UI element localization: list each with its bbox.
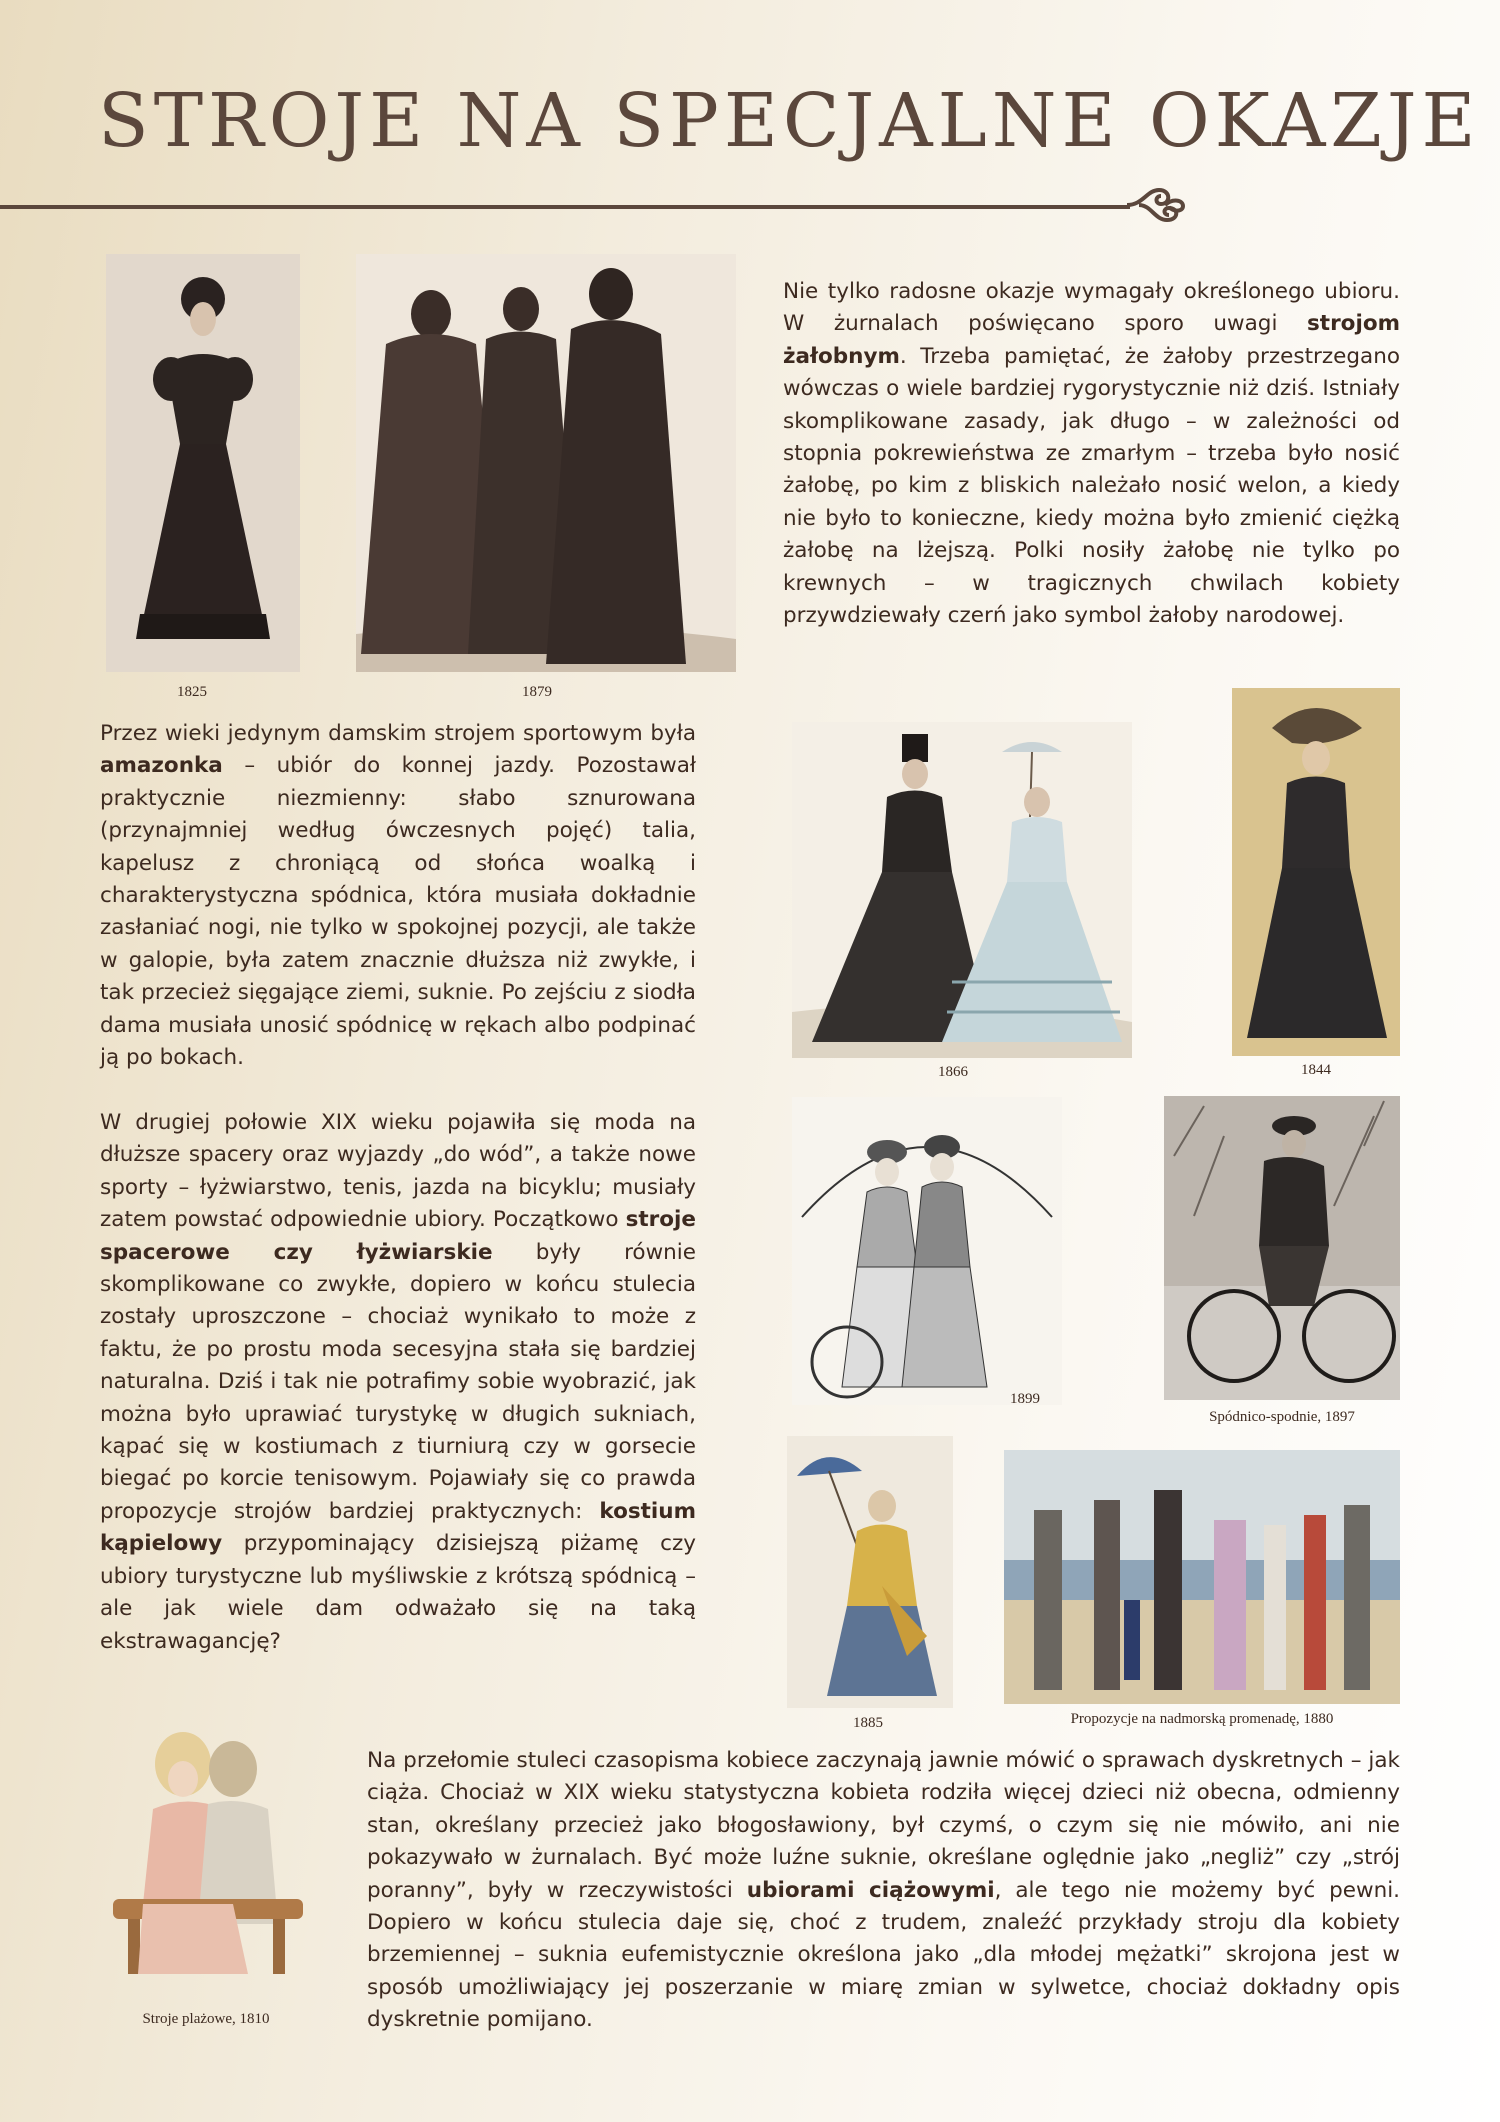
illustration-1897-split-skirt-cyclist [1164, 1096, 1400, 1400]
amazonka-text-a: Przez wieki jedynym damskim strojem sportowym była [100, 721, 696, 746]
mourning-text-c: . Trzeba pamiętać, że żałoby przestrzegano wówczas o wiele bardziej rygorystycznie niż dziś. Istniały skomplikowane zasady, jak długo – w zależności od stopnia pokrewieństwa ze zmarłym – trzeba było nosić żałobę, po kim z bliskich należało nosić welon, a kiedy nie było to konieczne, kiedy można było zmienić ciężką żałobę na lżejszą. Polki nosiły żałobę nie tylko po krewnych – w tragicznych chwilach kobiety przywdziewały czerń jako symbol żałoby narodowej. [783, 343, 1400, 629]
amazonka-bold-term: amazonka [100, 753, 223, 779]
sport-bold-term-2: kostium kąpielowy [100, 1498, 696, 1557]
sport-bold-term-1: stroje spacerowe czy łyżwiarskie [100, 1207, 696, 1265]
sport-text-a: W drugiej połowie XIX wieku pojawiła się moda na dłuższe spacery oraz wyjazdy „do wód”, a także nowe sporty – łyżwiarstwo, tenis, jazda na bicyklu; musiały zatem powstać odpowiednie ubiory. Początkowo [100, 1110, 696, 1233]
caption-1899: 1899 [1010, 1391, 1040, 1407]
amazonka-paragraph [100, 718, 696, 1074]
caption-1810: Stroje plażowe, 1810 [142, 2011, 270, 2027]
pregnancy-text-c: , ale tego nie możemy być pewni. Dopiero w końcu stulecia daje się, choć z trudem, znaleźć przykłady stroju dla kobiety brzemiennej – suknia eufemistycznie określona jako „dla młodej mężatki” skrojona jest w sposób umożliwiający jej poszerzanie w miarę zmian w sylwetce, chociaż dokładny opis dyskretnie pomijano. [367, 1877, 1401, 2033]
illustration-1879-mourning-dresses [356, 254, 736, 672]
caption-1897: Spódnico-spodnie, 1897 [1209, 1409, 1355, 1425]
title-underline [0, 205, 1130, 209]
page-title: STROJE NA SPECJALNE OKAZJE [98, 78, 1481, 164]
caption-1879: 1879 [522, 684, 552, 700]
illustration-1885-parasol-dress [787, 1436, 953, 1708]
mourning-paragraph [783, 276, 1400, 632]
pregnancy-bold-term: ubiorami ciążowymi [746, 1877, 995, 1903]
sport-text-c: były równie skomplikowane co zwykłe, dopiero w końcu stulecia zostały uproszczone – chociaż wynikało to może z faktu, że po prostu moda secesyjna stała się bardziej naturalna. Dziś i tak nie potrafimy sobie wyobrazić, jak można było uprawiać turystykę w długich sukniach, kąpać się w kostiumach z tiurniurą czy w gorsecie biegać po korcie tenisowym. Pojawiały się co prawda propozycje strojów bardziej praktycznych: [100, 1239, 697, 1524]
caption-1866: 1866 [938, 1064, 968, 1080]
illustration-1866-crinoline-dresses [792, 722, 1132, 1058]
pregnancy-paragraph [367, 1745, 1400, 2037]
caption-1885: 1885 [853, 1715, 883, 1731]
illustration-1825-dress [106, 254, 300, 672]
illustration-1810-beach-dresses [98, 1724, 314, 2000]
caption-1880: Propozycje na nadmorską promenadę, 1880 [1070, 1711, 1334, 1727]
mourning-bold-term: strojom żałobnym [783, 311, 1400, 369]
caption-1825: 1825 [177, 684, 207, 700]
mourning-text-a: Nie tylko radosne okazje wymagały określonego ubioru. W żurnalach poświęcano sporo uwagi [783, 279, 1400, 337]
sport-paragraph [100, 1107, 696, 1658]
caption-1844: 1844 [1301, 1062, 1331, 1078]
sport-text-e: przypominający dzisiejszą piżamę czy ubiory turystyczne lub myśliwskie z krótszą spódnicą – ale jak wiele dam odważało się na taką ekstrawagancję? [100, 1531, 696, 1654]
flourish-ornament-icon [1125, 180, 1185, 230]
illustration-1880-seaside-promenade [1004, 1450, 1400, 1704]
pregnancy-text-a: Na przełomie stuleci czasopisma kobiece zaczynają jawnie mówić o sprawach dyskretnych – jak ciąża. Chociaż w XIX wieku statystyczna kobieta rodziła więcej dzieci niż obecna, odmienny stan, określany przecież jako błogosławiony, był czymś, o czym się nie mówiło, ani nie pokazywało w żurnalach. Być może luźne suknie, określane oględnie jako „negliż” czy „strój poranny”, były w rzeczywistości [367, 1748, 1400, 1903]
illustration-1899-cyclists [792, 1097, 1062, 1405]
amazonka-text-c: – ubiór do konnej jazdy. Pozostawał praktycznie niezmienny: słabo sznurowana (przynajmniej według ówczesnych pojęć) talia, kapelusz z chroniącą od słońca woalką i charakterystyczna spódnica, która musiała dokładnie zasłaniać nogi, nie tylko w spokojnej pozycji, ale także w galopie, była zatem znacznie dłuższa niż zwykłe, i tak przecież sięgające ziemi, suknie. Po zejściu z siodła dama musiała unosić spódnicę w rękach albo podpinać ją po bokach. [100, 753, 696, 1071]
illustration-1844-dark-dress [1232, 688, 1400, 1056]
